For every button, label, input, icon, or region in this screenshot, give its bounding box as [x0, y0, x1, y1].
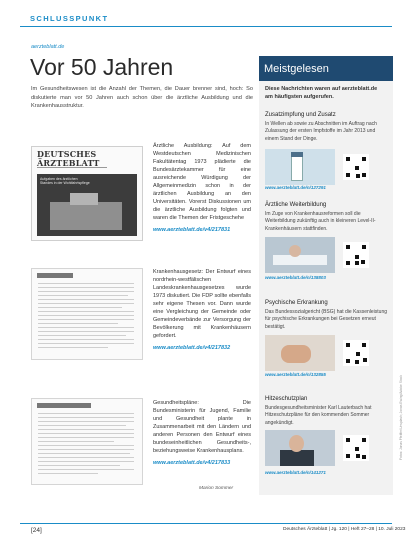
article-1-link[interactable]: www.aerzteblatt.de/v4/217831 [153, 227, 231, 233]
machine-shape [50, 202, 122, 230]
sidebar-title: Meistgelesen [264, 63, 329, 75]
cover-image-1 [31, 146, 143, 241]
page-number: [24] [31, 527, 42, 534]
cover-3-headline-bar [37, 403, 91, 408]
cover-2-headline-bar [37, 273, 73, 278]
sidebar-item-1-link[interactable]: www.aerzteblatt.de/n/127291 [265, 185, 326, 190]
masthead-rule [37, 167, 107, 168]
qr-code-icon[interactable] [343, 340, 369, 366]
lead-paragraph: Im Gesundheitswesen ist die Anzahl der Themen, die Dauer brenner sind, hoch: So diskutierte man vor 50 Jahren auch schon über die ärztliche Ausbildung und die Krankenhausstruktur. [31, 86, 253, 109]
hand-image [265, 335, 335, 371]
kicker: aerzteblatt.de [31, 44, 65, 50]
sidebar-intro: Diese Nachrichten waren auf aerzteblatt.de am häufigsten aufgerufen. [265, 86, 378, 100]
sidebar-item-2-text: Im Zuge von Krankenhausreformen soll die Weiterbildung zukünftig auch in kleineren Level-II-Krankenhäusern stattfinden. [265, 211, 376, 232]
bottom-rule [20, 523, 392, 524]
sidebar-item-4-text: Bundesgesundheitsminister Karl Lauterbach hat Hitzeschutzpläne für den kommenden Sommer angekündigt. [265, 405, 372, 426]
article-3 [153, 399, 251, 467]
qr-code-icon[interactable] [343, 154, 369, 180]
sidebar-item-1-text: In Wellen ab sowie zu Abschnitten im Auftrag nach Zulassung der ersten Impfstoffe im Jahr 2013 und einem Stand der Dinge. [265, 121, 377, 142]
sidebar-item-4-title[interactable]: Hitzeschutzplan [265, 396, 308, 402]
sidebar-header [259, 56, 393, 81]
sidebar-item-3-text: Das Bundessozialgericht (BSG) hat die Kassenleistung für psychische Erkrankungen bei Gesetzen erneut bestätigt. [265, 309, 388, 330]
sidebar-item-1-title[interactable]: Zusatzimpfung und Zusatz [265, 112, 336, 118]
cover-image-2 [31, 268, 143, 360]
article-2-text: Krankenhausgesetz: Der Entwurf eines nordrhein-westfälischen Landeskrankenhausgesetzes wurde 1973 diskutiert. Die FDP sollte ebenfalls sehr eigene Thesen vor. Dann wurde eine Vergleichung der Gemeinde oder Gemeindeverbände zur Versorgung der Bevölkerung mit Krankenhäusern gefordert. [153, 269, 251, 339]
machine-top-shape [70, 193, 98, 205]
hospital-image [265, 237, 335, 273]
article-1-text: Ärztliche Ausbildung: Auf dem Westdeutschen Medizinischen Fakultätentag 1973 plädierte die Bundesärztekammer für eine ausreichende Würdigung der Allgemeinmedizin schon in der ärztlichen Ausbildung an den Universitäten. Vorerst Diskussionen um die ärztliche Ausbildung folgten und waren die Themen der Fristgeschehe [153, 143, 251, 221]
qr-code-icon[interactable] [343, 435, 369, 461]
sidebar-item-4-link[interactable]: www.aerzteblatt.de/n/141271 [265, 470, 326, 475]
vaccine-image [265, 149, 335, 185]
article-3-link[interactable]: www.aerzteblatt.de/v4/217833 [153, 460, 231, 466]
article-2-link[interactable]: www.aerzteblatt.de/v4/217832 [153, 345, 231, 351]
top-rule [20, 26, 392, 27]
cover-photo-caption: Aufgaben des ärztlichen Standes in der Wohlfahrtspflege [40, 177, 90, 186]
article-1 [153, 142, 251, 234]
sidebar-item-3-title[interactable]: Psychische Erkrankung [265, 300, 328, 306]
sidebar-item-2-link[interactable]: www.aerzteblatt.de/n/138803 [265, 275, 326, 280]
side-credit: Fotos: Jonas Pfeiffer/Unsplash; Jonas Ewing/Adobe Stock [399, 375, 403, 460]
cover-masthead: DEUTSCHES ÄRZTEBLATT [37, 149, 100, 168]
sidebar-most-read [259, 56, 393, 495]
article-3-text: Gesundheitspläne: Die Bundesministerin für Jugend, Familie und Gesundheit plante in Zusammenarbeit mit den Ländern und anderen Personen den Entwurf eines bundeseinheitlichen Gesundheits-, beziehungsweise Krankenhausplans. [153, 400, 251, 454]
section-label: SCHLUSSPUNKT [30, 14, 109, 23]
sidebar-item-3-link[interactable]: www.aerzteblatt.de/n/132855 [265, 372, 326, 377]
page-title: Vor 50 Jahren [30, 54, 174, 80]
qr-code-icon[interactable] [343, 242, 369, 268]
article-2 [153, 268, 251, 352]
author-credit: Marion Sommer [199, 486, 234, 491]
minister-image [265, 430, 335, 466]
footer-citation: Deutsches Ärzteblatt | Jg. 120 | Heft 27–28 | 10. Juli 2023 [283, 527, 406, 532]
sidebar-item-2-title[interactable]: Ärztliche Weiterbildung [265, 202, 327, 208]
cover-image-3 [31, 398, 143, 485]
